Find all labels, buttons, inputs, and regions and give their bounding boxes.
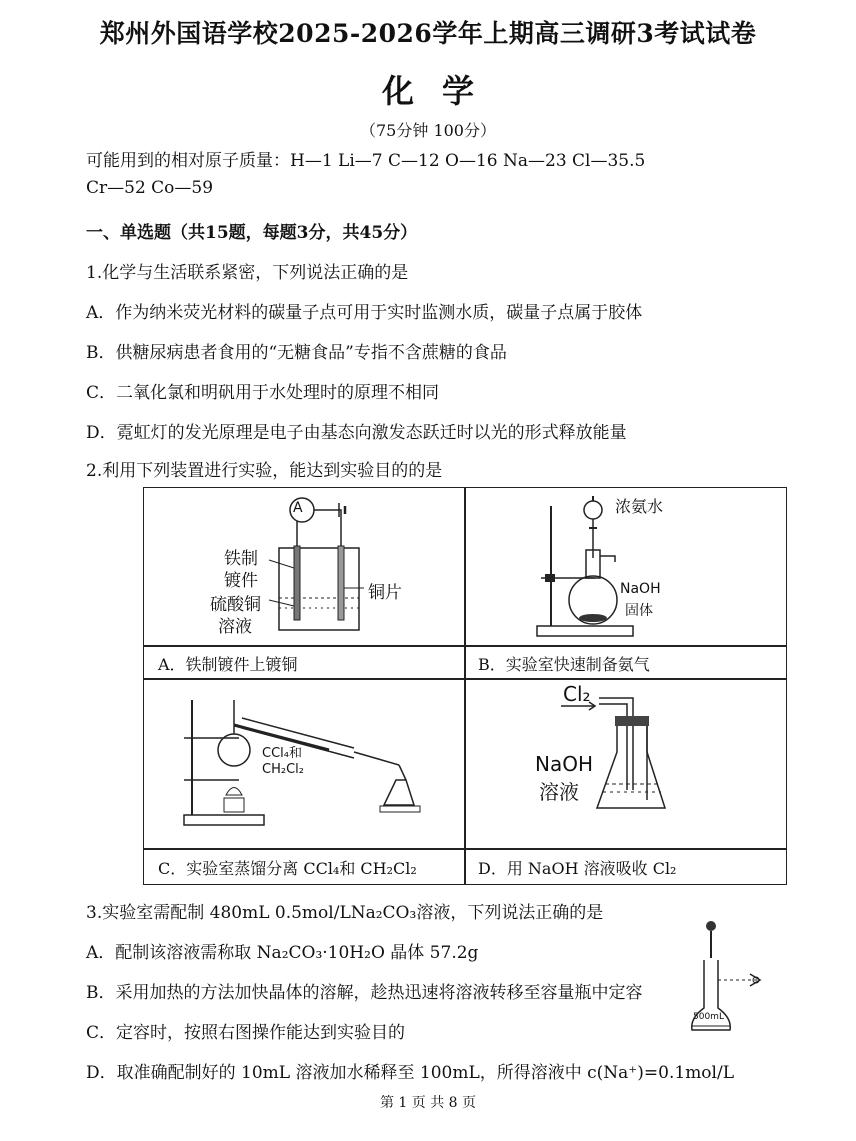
atomic-masses-line1: 可能用到的相对原子质量：H—1 Li—7 C—12 O—16 Na—23 Cl—35.5 [86,151,646,171]
caption-d: D．用 NaOH 溶液吸收 Cl₂ [478,859,677,878]
distillation-apparatus [144,680,464,848]
copper-sulfate-label-2: 溶液 [218,617,252,637]
plated-item-label-2: 镀件 [224,571,258,591]
exam-title: 郑州外国语学校2025-2026学年上期高三调研3考试试卷 [99,19,757,48]
electroplating-apparatus [144,488,464,645]
copper-sulfate-label-1: 硫酸铜 [210,595,261,615]
subject-title: 化学 [381,72,502,110]
q1-option-b: B．供糖尿病患者食用的“无糖食品”专指不含蔗糖的食品 [86,343,507,363]
q3-option-b: B．采用加热的方法加快晶体的溶解，趁热迅速将溶液转移至容量瓶中定容 [86,983,643,1003]
chlorine-absorption-apparatus [465,680,787,848]
apparatus-a [144,488,464,645]
q2-stem: 2.利用下列装置进行实验，能达到实验目的的是 [86,461,443,481]
caption-b: B．实验室快速制备氨气 [478,655,650,674]
ammeter-label: A [293,500,303,516]
naoh-solid-label-2: 固体 [625,603,653,619]
table-divider-3 [144,848,786,850]
copper-plate-label: 铜片 [368,583,402,603]
naoh-solution-label-1: NaOH [535,752,593,776]
volumetric-flask-figure [684,918,774,1048]
ccl4-label: CCl₄和 [262,746,302,761]
caption-a: A．铁制镀件上镀铜 [158,655,298,674]
q1-option-c: C．二氧化氯和明矾用于水处理时的原理不相同 [86,383,440,403]
q1-stem: 1.化学与生活联系紧密，下列说法正确的是 [86,263,409,283]
q1-option-a: A．作为纳米荧光材料的碳量子点可用于实时监测水质，碳量子点属于胶体 [86,303,643,323]
flask-volume-label: 500mL [693,1012,724,1022]
cl2-gas-label: Cl₂ [563,682,591,706]
apparatus-b [465,488,787,645]
naoh-solution-label-2: 溶液 [539,780,579,804]
plated-item-label-1: 铁制 [224,549,258,569]
page-footer: 第 1 页 共 8 页 [379,1095,477,1111]
exam-meta: （75分钟 100分） [360,121,496,140]
q1-option-d: D．霓虹灯的发光原理是电子由基态向激发态跃迁时以光的形式释放能量 [86,423,627,443]
q3-option-d: D．取准确配制好的 10mL 溶液加水稀释至 100mL，所得溶液中 c(Na⁺)=0.1mol/L [86,1063,734,1083]
q3-option-a: A．配制该溶液需称取 Na₂CO₃·10H₂O 晶体 57.2g [86,943,479,963]
atomic-masses-line2: Cr—52 Co—59 [86,178,214,198]
apparatus-table [143,487,787,885]
apparatus-d [465,680,787,848]
section-heading: 一、单选题（共15题，每题3分，共45分） [86,223,418,243]
ch2cl2-label: CH₂Cl₂ [262,762,304,777]
naoh-solid-label-1: NaOH [620,581,661,597]
caption-c: C．实验室蒸馏分离 CCl₄和 CH₂Cl₂ [158,859,417,878]
q3-option-c: C．定容时，按照右图操作能达到实验目的 [86,1023,406,1043]
table-divider-1 [144,645,786,647]
apparatus-c [144,680,464,848]
q3-stem: 3.实验室需配制 480mL 0.5mol/LNa₂CO₃溶液，下列说法正确的是 [86,903,604,923]
ammonia-water-label: 浓氨水 [615,497,664,516]
